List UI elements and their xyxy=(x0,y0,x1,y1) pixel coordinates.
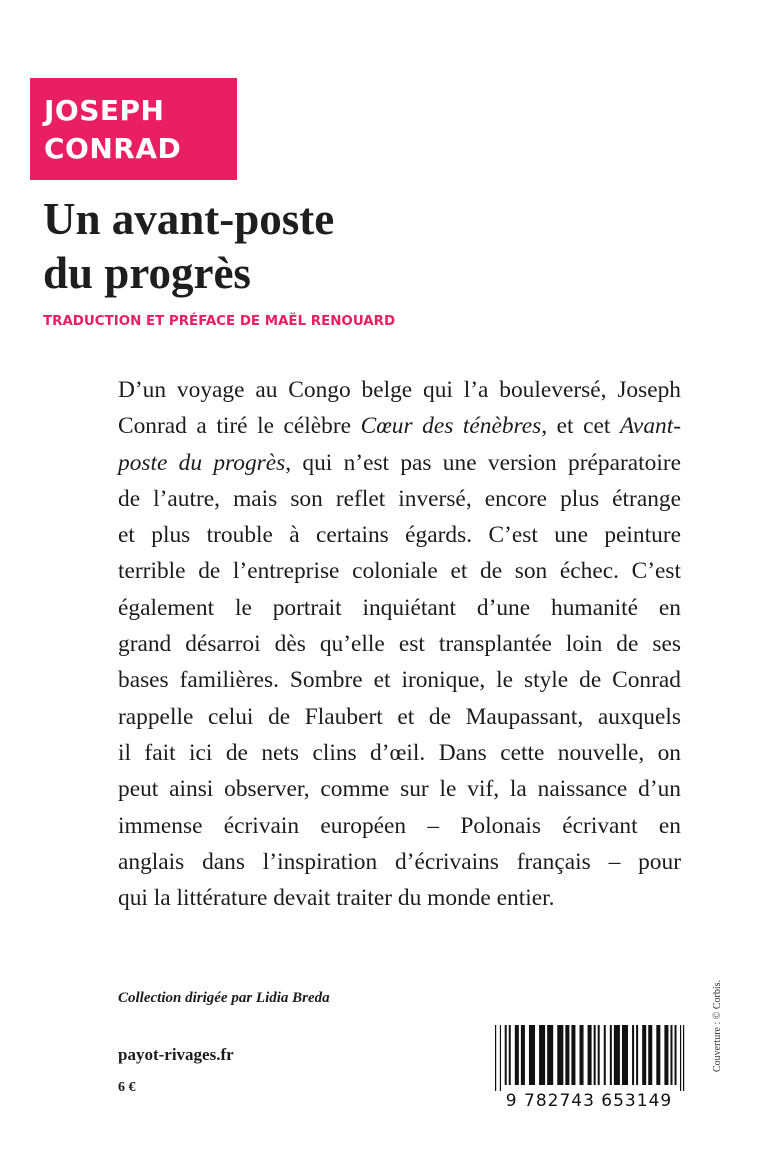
author-banner xyxy=(30,78,237,180)
author-last-name: CONRAD xyxy=(44,132,182,165)
barcode-bar xyxy=(636,1025,638,1085)
blurb-line: D’un voyage au Congo belge qui l’a bouleversé, Joseph xyxy=(118,377,681,403)
barcode-bar xyxy=(622,1025,628,1085)
book-title-line-2: du progrès xyxy=(43,248,251,298)
barcode-guard-bar xyxy=(680,1025,681,1091)
barcode-bar xyxy=(670,1025,672,1085)
barcode-guard-bar xyxy=(495,1025,496,1091)
barcode-guard-bar xyxy=(500,1025,501,1091)
book-title xyxy=(43,192,334,300)
blurb-line: terrible de l’entreprise coloniale et de son échec. C’est xyxy=(118,558,681,585)
collection-credit: Collection dirigée par Lidia Breda xyxy=(118,990,330,1006)
barcode-bar xyxy=(648,1025,652,1085)
author-first-name: JOSEPH xyxy=(44,94,165,127)
barcode-bar xyxy=(656,1025,660,1085)
blurb-line: anglais dans l’inspiration d’écrivains français – pour xyxy=(118,848,681,875)
blurb-line: immense écrivain européen – Polonais écrivant en xyxy=(118,812,681,839)
blurb-line: Conrad a tiré le célèbre Cœur des ténèbres, et cet Avant- xyxy=(118,413,681,440)
barcode-bar xyxy=(610,1025,612,1085)
barcode-bar xyxy=(664,1025,668,1085)
translation-credit: TRADUCTION ET PRÉFACE DE MAËL RENOUARD xyxy=(43,314,396,329)
book-title-line-1: Un avant-poste xyxy=(43,194,335,244)
barcode xyxy=(491,1025,687,1115)
barcode-bars xyxy=(491,1025,687,1091)
barcode-bar xyxy=(557,1025,563,1085)
barcode-bar xyxy=(588,1025,592,1085)
barcode-bar xyxy=(529,1025,535,1085)
barcode-bar xyxy=(594,1025,596,1085)
barcode-guard-bar xyxy=(683,1025,684,1091)
blurb-line: de l’autre, mais son reflet inversé, encore plus étrange xyxy=(118,485,681,512)
blurb-line: il fait ici de nets clins d’œil. Dans cette nouvelle, on xyxy=(118,739,681,766)
barcode-bar xyxy=(571,1025,575,1085)
blurb-line: poste du progrès, qui n’est pas une version préparatoire xyxy=(118,449,681,476)
barcode-bar xyxy=(565,1025,569,1085)
back-cover-blurb xyxy=(118,372,681,916)
barcode-bar xyxy=(539,1025,545,1085)
barcode-bar xyxy=(675,1025,677,1085)
barcode-bar xyxy=(604,1025,606,1085)
barcode-bar xyxy=(547,1025,553,1085)
barcode-bar xyxy=(521,1025,525,1085)
barcode-bar xyxy=(614,1025,620,1085)
blurb-line: rappelle celui de Flaubert et de Maupassant, auxquels xyxy=(118,703,681,730)
blurb-line: et plus trouble à certains égards. C’est une peinture xyxy=(118,522,681,549)
title-reference: Avant- xyxy=(619,413,681,440)
barcode-bar xyxy=(509,1025,511,1085)
blurb-line: qui la littérature devait traiter du monde entier. xyxy=(118,885,555,912)
publisher-website: payot-rivages.fr xyxy=(118,1045,234,1064)
blurb-line: également le portrait inquiétant d’une humanité en xyxy=(118,594,681,621)
cover-photo-credit: Couverture : © Corbis. xyxy=(712,979,723,1072)
blurb-line: bases familières. Sombre et ironique, le style de Conrad xyxy=(118,667,681,694)
barcode-bar xyxy=(632,1025,634,1085)
isbn-number: 9 782743 653149 xyxy=(505,1091,673,1111)
title-reference: Cœur des ténèbres xyxy=(360,413,542,440)
barcode-bar xyxy=(598,1025,600,1085)
blurb-line: peut ainsi observer, comme sur le vif, la naissance d’un xyxy=(118,776,681,803)
price: 6 € xyxy=(118,1080,136,1095)
barcode-bar xyxy=(515,1025,519,1085)
barcode-bar xyxy=(505,1025,507,1085)
barcode-bar xyxy=(580,1025,584,1085)
title-reference: poste du progrès xyxy=(118,449,286,476)
barcode-bar xyxy=(642,1025,646,1085)
blurb-line: grand désarroi dès qu’elle est transplantée loin de ses xyxy=(118,631,681,658)
